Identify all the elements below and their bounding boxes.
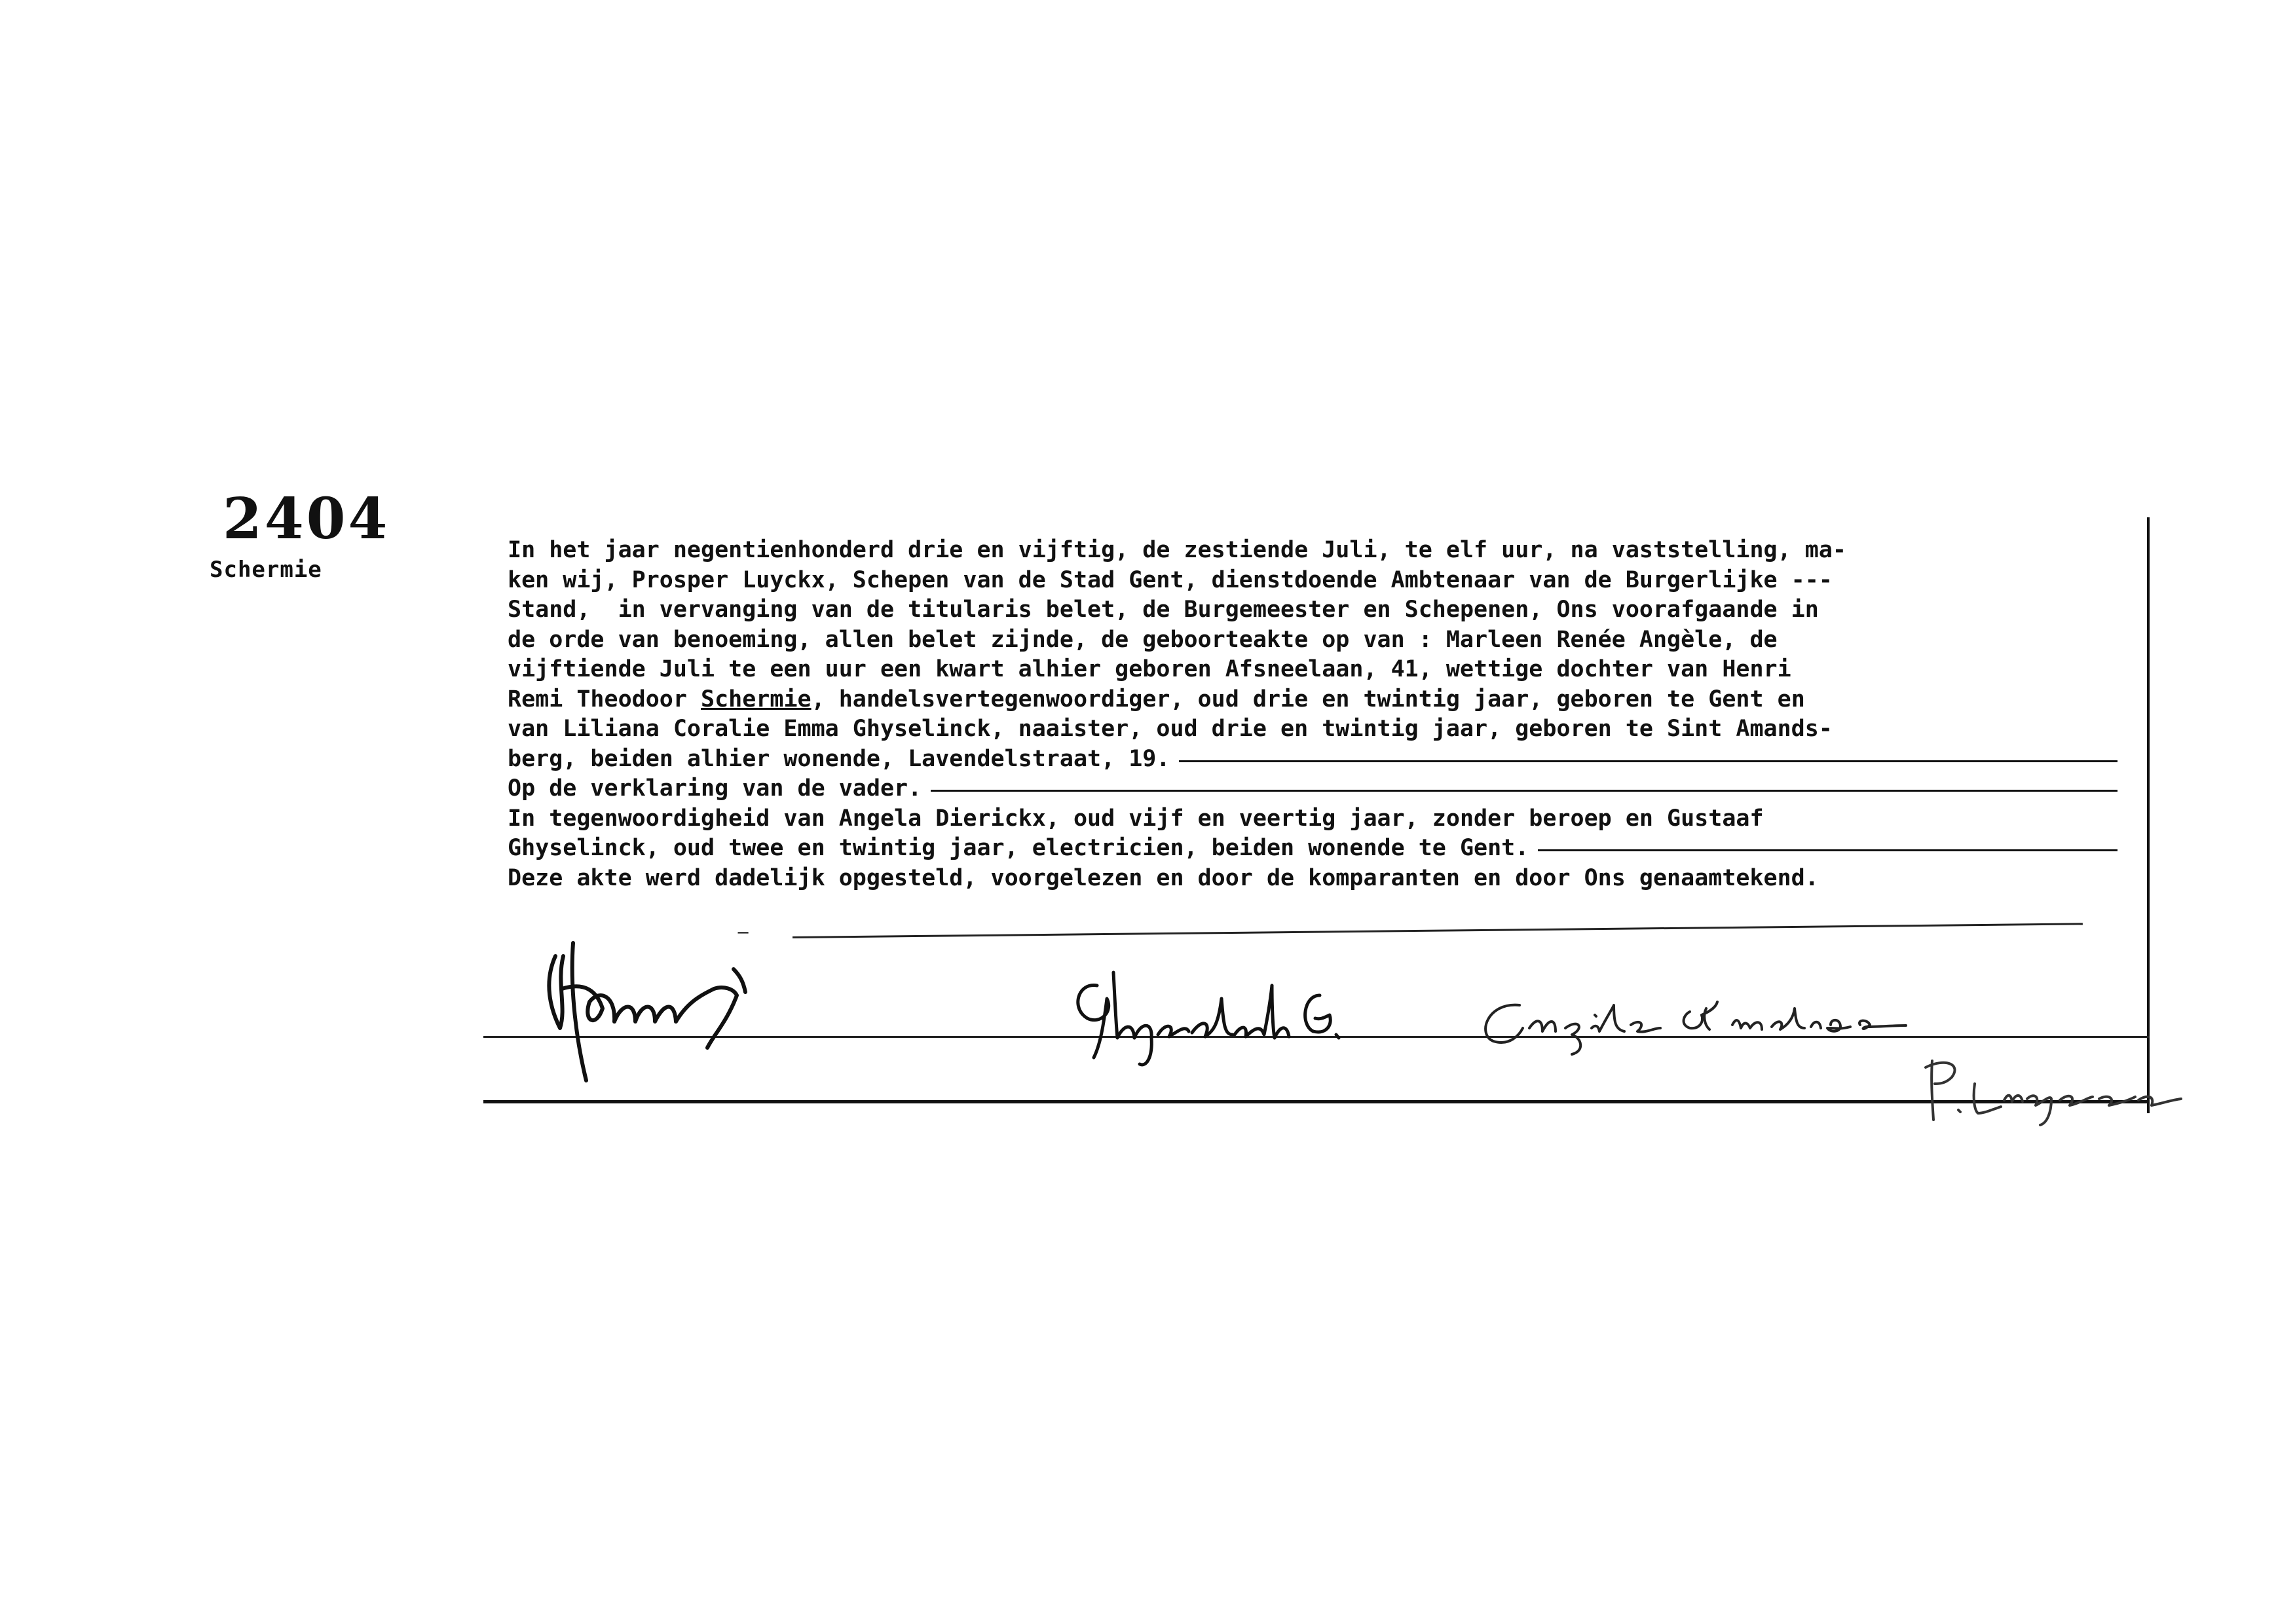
bottom-rule bbox=[483, 1100, 2150, 1103]
signature-witness-1 bbox=[1061, 959, 1369, 1071]
body-line: Remi Theodoor Schermie, handelsvertegenwoordiger, oud drie en twintig jaar, geboren te Gent en bbox=[508, 686, 1805, 712]
body-line: ken wij, Prosper Luyckx, Schepen van de Stad Gent, dienstdoende Ambtenaar van de Burgerlijke --- bbox=[508, 566, 1833, 593]
body-line: berg, beiden alhier wonende, Lavendelstraat, 19. bbox=[508, 745, 2132, 775]
body-line: Op de verklaring van de vader. bbox=[508, 774, 2132, 804]
body-line: In tegenwoordigheid van Angela Dierickx, oud vijf en veertig jaar, zonder beroep en Gustaaf bbox=[508, 805, 1764, 832]
record-body bbox=[508, 536, 2132, 893]
dash-mark: ‒ bbox=[737, 921, 750, 944]
signature-top-rule bbox=[793, 923, 2083, 938]
fill-line bbox=[1538, 849, 2118, 851]
record-number: 2404 bbox=[223, 486, 390, 552]
signature-witness-1-drawing bbox=[1061, 959, 1369, 1071]
body-line: van Liliana Coralie Emma Ghyselinck, naaister, oud drie en twintig jaar, geboren te Sint Amands- bbox=[508, 716, 1833, 742]
body-line: Ghyselinck, oud twee en twintig jaar, electricien, beiden wonende te Gent. bbox=[508, 834, 2132, 864]
signature-officer bbox=[1912, 1048, 2188, 1133]
underlined-surname: Schermie bbox=[701, 686, 812, 712]
signature-witness-2 bbox=[1474, 989, 1945, 1061]
signature-father-drawing bbox=[537, 930, 753, 1094]
body-line: de orde van benoeming, allen belet zijnde, de geboorteakte op van : Marleen Renée Angèle, de bbox=[508, 626, 1778, 653]
right-margin-rule bbox=[2147, 517, 2150, 1113]
body-line: Stand, in vervanging van de titularis belet, de Burgemeester en Schepenen, Ons voorafgaande in bbox=[508, 597, 1819, 623]
body-line: In het jaar negentienhonderd drie en vijftig, de zestiende Juli, te elf uur, na vaststelling, ma- bbox=[508, 537, 1846, 563]
body-line: Deze akte werd dadelijk opgesteld, voorgelezen en door de komparanten en door Ons genaamtekend. bbox=[508, 864, 1819, 891]
body-line: vijftiende Juli te een uur een kwart alhier geboren Afsneelaan, 41, wettige dochter van Henri bbox=[508, 656, 1791, 682]
record-surname: Schermie bbox=[210, 557, 322, 583]
signature-witness-2-drawing bbox=[1474, 989, 1945, 1061]
fill-line bbox=[931, 790, 2118, 792]
fill-line bbox=[1179, 760, 2118, 762]
signature-father bbox=[537, 930, 753, 1094]
signature-officer-drawing bbox=[1912, 1048, 2188, 1133]
